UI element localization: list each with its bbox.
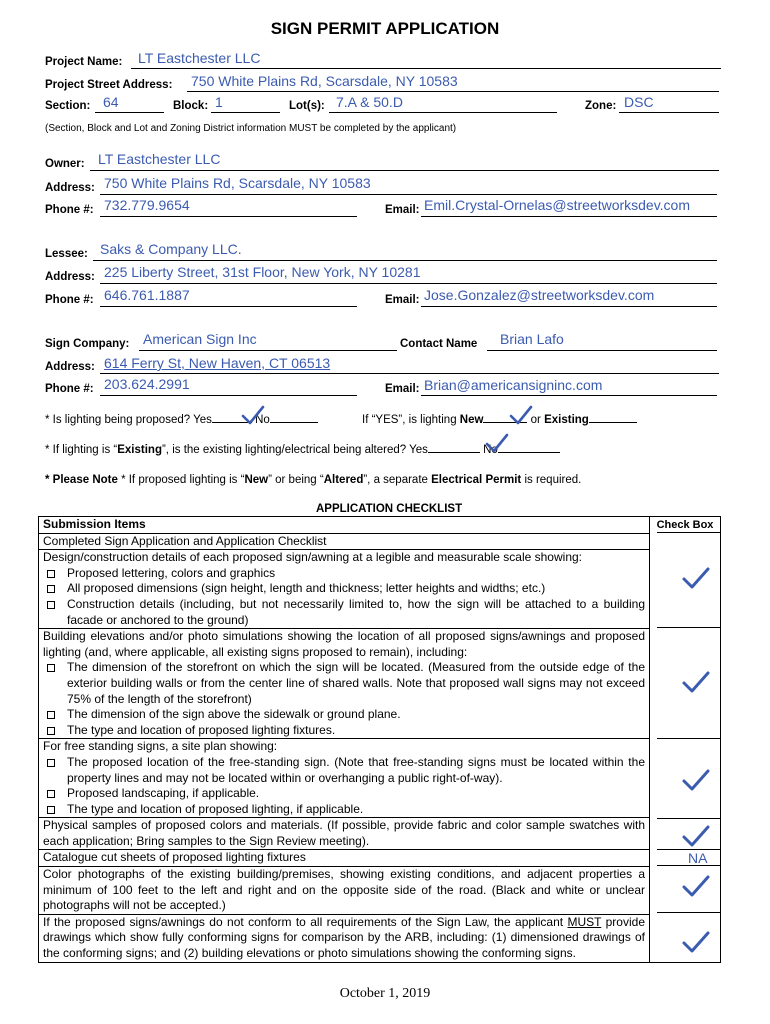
list-item: All proposed dimensions (sign height, length and thickness; letter heights and widths; etc.) — [43, 581, 645, 597]
submission-items-header: Submission Items — [43, 517, 146, 531]
items-column — [39, 517, 650, 963]
lots-field[interactable]: 7.A & 50.D — [336, 94, 403, 110]
application-checklist-table — [38, 516, 721, 963]
lessee-email-field[interactable]: Jose.Gonzalez@streetworksdev.com — [424, 287, 655, 303]
electrical-permit-note: * Please Note * If proposed lighting is “New” or being “Altered”, a separate Electrical Permit is required. — [45, 474, 582, 486]
list-item: The type and location of proposed lighting fixtures. — [43, 723, 645, 739]
project-street-line — [187, 91, 719, 92]
contact-name-label: Contact Name — [400, 338, 478, 350]
block-line — [211, 112, 280, 113]
new-lighting-check-icon[interactable] — [508, 404, 534, 426]
project-name-field[interactable]: LT Eastchester LLC — [138, 50, 261, 66]
project-name-line — [131, 68, 721, 69]
owner-label: Owner: — [45, 158, 85, 170]
lessee-phone-label: Phone #: — [45, 294, 94, 306]
sign-company-address-field[interactable]: 614 Ferry St, New Haven, CT 06513 — [104, 355, 331, 371]
project-street-field[interactable]: 750 White Plains Rd, Scarsdale, NY 10583 — [191, 73, 458, 89]
checklist-row-6: Catalogue cut sheets of proposed lighting fixtures — [43, 850, 306, 865]
checklist-row-5: Physical samples of proposed colors and materials. (If possible, provide fabric and color sample swatches with each application; Bring samples to the Sign Review meeting). — [43, 818, 645, 848]
owner-address-label: Address: — [45, 182, 95, 194]
checklist-row-1: Completed Sign Application and Application Checklist — [43, 533, 327, 548]
lessee-line — [93, 260, 717, 261]
sign-company-address-line — [100, 373, 719, 374]
sign-company-line — [139, 350, 397, 351]
lighting-question-1 — [45, 414, 318, 426]
owner-email-field[interactable]: Emil.Crystal-Ornelas@streetworksdev.com — [424, 197, 691, 213]
zone-field[interactable]: DSC — [624, 94, 654, 110]
owner-email-label: Email: — [385, 204, 420, 216]
owner-phone-label: Phone #: — [45, 204, 94, 216]
cb-divider — [657, 532, 721, 533]
list-item: Proposed lettering, colors and graphics — [43, 566, 645, 582]
owner-email-line — [421, 216, 717, 217]
checklist-row-4: For free standing signs, a site plan showing: The proposed location of the free-standing sign. (Note that free-standing signs must be located within the property lines and may not be located within or overhanging a public right-of-way). Proposed landscaping, if applicable. The type and location of proposed lighting, if applicable. — [43, 739, 645, 816]
sign-company-address-label: Address: — [45, 361, 95, 373]
cb-divider — [657, 738, 721, 739]
section-field[interactable]: 64 — [103, 94, 119, 110]
lessee-email-label: Email: — [385, 294, 420, 306]
lots-line — [329, 112, 557, 113]
checklist-row-2: Design/construction details of each proposed sign/awning at a legible and measurable scale showing: Proposed lettering, colors and graphics All proposed dimensions (sign height, length and thickness; letter heights and widths; etc.) Construction details (including, but not necessarily limited to, how the sign will be attached to a building facade or anchored to the ground) — [43, 550, 645, 627]
sign-company-label: Sign Company: — [45, 338, 130, 350]
zone-line — [619, 112, 719, 113]
list-item: Construction details (including, but not necessarily limited to, how the sign will be attached to a building facade or anchored to the ground) — [43, 597, 645, 628]
checklist-row-8: If the proposed signs/awnings do not conform to all requirements of the Sign Law, the applicant MUST provide drawings which show fully conforming signs for comparison by the ARB, including: (1) dimensioned drawings of the conforming signs; and (2) building elevations or photo simulations showing the conforming signs. — [43, 914, 645, 961]
checklist-row-8-check-icon[interactable] — [681, 930, 711, 954]
contact-name-line — [487, 350, 717, 351]
sign-company-phone-line — [100, 395, 357, 396]
owner-phone-field[interactable]: 732.779.9654 — [104, 197, 190, 213]
section-line — [95, 112, 164, 113]
list-item: Proposed landscaping, if applicable. — [43, 786, 645, 802]
owner-line — [90, 170, 719, 171]
lots-label: Lot(s): — [289, 100, 325, 112]
lessee-label: Lessee: — [45, 248, 88, 260]
cb-divider — [657, 818, 721, 819]
lessee-address-field[interactable]: 225 Liberty Street, 31st Floor, New York, NY 10281 — [104, 264, 421, 280]
checklist-row-2-check-icon[interactable] — [681, 566, 711, 590]
lessee-email-line — [421, 306, 717, 307]
project-name-label: Project Name: — [45, 56, 123, 68]
lessee-address-line — [100, 283, 717, 284]
owner-address-line — [100, 194, 717, 195]
lighting-question-2: * If lighting is “Existing”, is the existing lighting/electrical being altered? Yes No — [45, 444, 560, 456]
block-label: Block: — [173, 100, 209, 112]
page-title: SIGN PERMIT APPLICATION — [270, 19, 500, 38]
project-street-label: Project Street Address: — [45, 79, 173, 91]
checklist-row-3-check-icon[interactable] — [681, 670, 711, 694]
yes-lighting-check-icon[interactable] — [240, 404, 266, 426]
list-item: The type and location of proposed lighting, if applicable. — [43, 802, 645, 818]
lessee-address-label: Address: — [45, 271, 95, 283]
sign-company-email-field[interactable]: Brian@americansigninc.com — [424, 377, 603, 393]
owner-field[interactable]: LT Eastchester LLC — [98, 151, 221, 167]
lessee-phone-line — [100, 306, 357, 307]
contact-name-field[interactable]: Brian Lafo — [500, 331, 564, 347]
lighting-q1-text: * Is lighting being proposed? Yes — [45, 414, 212, 426]
sign-company-email-label: Email: — [385, 383, 420, 395]
altered-yes-check-icon[interactable] — [484, 432, 510, 454]
owner-address-field[interactable]: 750 White Plains Rd, Scarsdale, NY 10583 — [104, 175, 371, 191]
list-item: The dimension of the storefront on which the sign will be located. (Measured from the outside edge of the exterior building walls or from the center line of shared walls. Note that proposed wall signs may not exceed 75% of the length of the storefront) — [43, 660, 645, 707]
sign-company-email-line — [421, 395, 717, 396]
cb-divider — [657, 627, 721, 628]
sign-company-field[interactable]: American Sign Inc — [143, 331, 257, 347]
checklist-row-5-check-icon[interactable] — [681, 824, 711, 848]
footer-date: October 1, 2019 — [339, 986, 431, 1001]
list-item: The proposed location of the free-standing sign. (Note that free-standing signs must be located within the property lines and may not be located within or overhanging a public right-of-way). — [43, 755, 645, 786]
lighting-question-1b: If “YES”, is lighting New or Existing — [362, 414, 637, 426]
lighting-q1-no: No — [255, 414, 270, 426]
checklist-heading: APPLICATION CHECKLIST — [316, 503, 463, 515]
zone-label: Zone: — [585, 100, 617, 112]
checklist-row-3: Building elevations and/or photo simulations showing the location of all proposed signs/awnings and proposed lighting (and, where applicable, all existing signs proposed to remain), including: The dimension of the storefront on which the sign will be located. (Measured from the outside edge of the exterior building walls or from the center line of shared walls. Note that proposed wall signs may not exceed 75% of the length of the storefront) The dimension of the sign above the sidewalk or ground plane. The type and location of proposed lighting fixtures. — [43, 629, 645, 737]
lessee-field[interactable]: Saks & Company LLC. — [100, 241, 242, 257]
sign-company-phone-field[interactable]: 203.624.2991 — [104, 376, 190, 392]
cb-divider — [657, 912, 721, 913]
section-label: Section: — [45, 100, 91, 112]
checklist-row-7-check-icon[interactable] — [681, 874, 711, 898]
checklist-row-6-na-mark[interactable]: NA — [688, 850, 708, 866]
list-item: The dimension of the sign above the sidewalk or ground plane. — [43, 707, 645, 723]
sign-company-phone-label: Phone #: — [45, 383, 94, 395]
project-note: (Section, Block and Lot and Zoning District information MUST be completed by the applicant) — [45, 123, 457, 134]
block-field[interactable]: 1 — [215, 94, 223, 110]
check-box-header: Check Box — [656, 519, 714, 531]
checklist-row-7: Color photographs of the existing building/premises, showing existing conditions, and adjacent properties a minimum of 100 feet to the left and right and on the opposite side of the road. (Black and white or unclear photographs will not be accepted.) — [43, 867, 645, 913]
owner-phone-line — [100, 216, 357, 217]
checklist-row-4-check-icon[interactable] — [681, 768, 711, 792]
lessee-phone-field[interactable]: 646.761.1887 — [104, 287, 190, 303]
